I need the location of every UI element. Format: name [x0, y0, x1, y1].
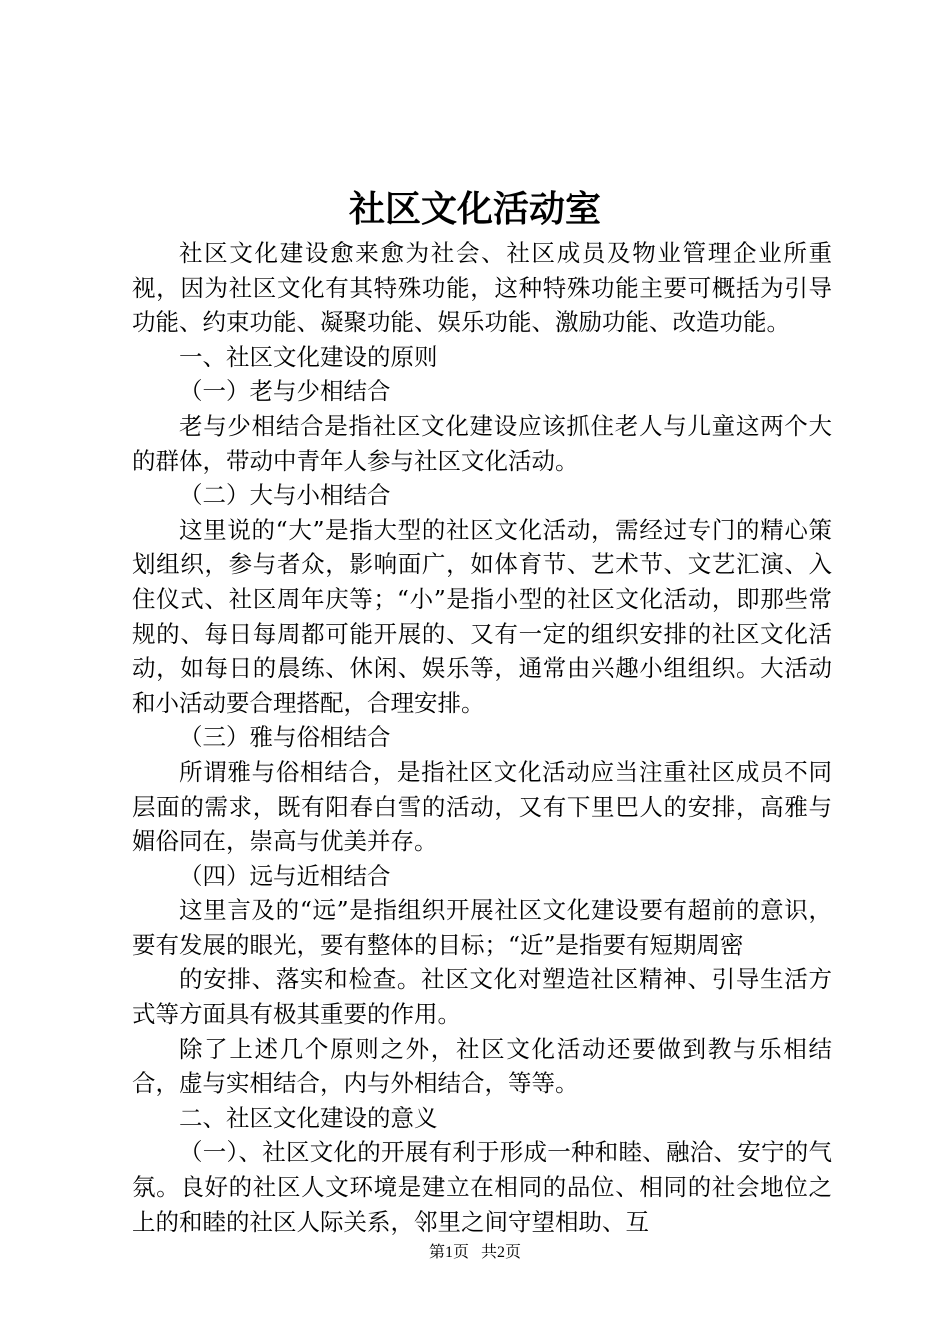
paragraph-other-principles: 除了上述几个原则之外，社区文化活动还要做到教与乐相结合，虚与实相结合，内与外相结合，等等。: [132, 1034, 832, 1098]
paragraph-significance-one: （一）、社区文化的开展有利于形成一种和睦、融洽、安宁的气氛。良好的社区人文环境是建立在相同的品位、相同的社会地位之上的和睦的社区人际关系，邻里之间守望相助、互: [132, 1138, 832, 1236]
paragraph-far-near-continued: 的安排、落实和检查。社区文化对塑造社区精神、引导生活方式等方面具有极其重要的作用。: [132, 965, 832, 1029]
page-number: 第1页: [428, 1244, 469, 1261]
section-heading-significance: 二、社区文化建设的意义: [179, 1103, 438, 1132]
paragraph-old-young: 老与少相结合是指社区文化建设应该抓住老人与儿童这两个大的群体，带动中青年人参与社区文化活动。: [132, 411, 832, 475]
page-footer: [0, 1242, 950, 1264]
page-total: 共2页: [481, 1244, 522, 1261]
paragraph-elegant-popular: 所谓雅与俗相结合，是指社区文化活动应当注重社区成员不同层面的需求，既有阳春白雪的活动，又有下里巴人的安排，高雅与媚俗同在，崇高与优美并存。: [132, 757, 832, 856]
subheading-far-near: （四）远与近相结合: [179, 861, 391, 890]
paragraph-big-small: 这里说的“大”是指大型的社区文化活动，需经过专门的精心策划组织，参与者众，影响面广，如体育节、艺术节、文艺汇演、入住仪式、社区周年庆等；“小”是指小型的社区文化活动，即那些常规的、每日每周都可能开展的、又有一定的组织安排的社区文化活动，如每日的晨练、休闲、娱乐等，通常由兴趣小组组织。大活动和小活动要合理搭配，合理安排。: [132, 515, 832, 717]
section-heading-principles: 一、社区文化建设的原则: [179, 342, 438, 371]
subheading-big-small: （二）大与小相结合: [179, 481, 391, 510]
paragraph-far-near: 这里言及的“远”是指组织开展社区文化建设要有超前的意识，要有发展的眼光，要有整体的目标；“近”是指要有短期周密: [132, 896, 832, 959]
document-body: [132, 236, 832, 1239]
paragraph-intro: 社区文化建设愈来愈为社会、社区成员及物业管理企业所重视，因为社区文化有其特殊功能，这种特殊功能主要可概括为引导功能、约束功能、凝聚功能、娱乐功能、激励功能、改造功能。: [132, 239, 832, 337]
document-title: 社区文化活动室: [348, 188, 601, 230]
subheading-elegant-popular: （三）雅与俗相结合: [179, 723, 391, 752]
subheading-old-young: （一）老与少相结合: [179, 377, 391, 406]
